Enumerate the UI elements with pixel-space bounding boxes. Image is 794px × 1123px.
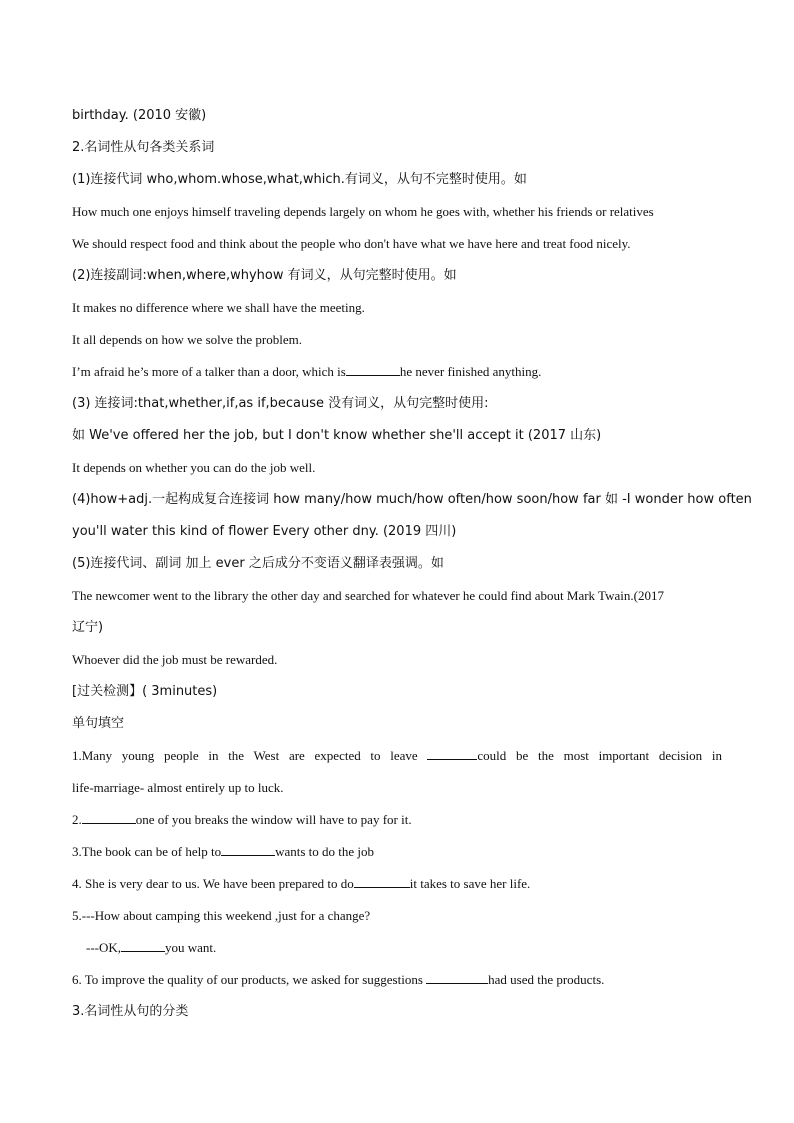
section-heading: 3.名词性从句的分类 <box>72 1004 189 1019</box>
question-text: 4. She is very dear to us. We have been prepared to do <box>72 876 354 891</box>
section-heading: [过关检测】( 3minutes) <box>72 684 218 699</box>
question-number: 2. <box>72 812 82 827</box>
answer-blank[interactable] <box>354 875 410 888</box>
example-sentence: It all depends on how we solve the problem. <box>72 332 302 347</box>
answer-blank[interactable] <box>121 939 165 952</box>
document-page <box>72 100 752 1028</box>
example-sentence: How much one enjoys himself traveling depends largely on whom he goes with, whether his friends or relatives <box>72 204 654 219</box>
text-line: birthday. (2010 安徽) <box>72 108 207 123</box>
question-text: ---OK, <box>86 940 122 955</box>
example-sentence: The newcomer went to the library the other day and searched for whatever he could find about Mark Twain.(2017 <box>72 588 664 603</box>
answer-blank[interactable] <box>221 843 275 856</box>
question-1 <box>72 740 722 772</box>
question-1-continued: life-marriage- almost entirely up to luck. <box>72 780 284 795</box>
answer-blank[interactable] <box>426 971 488 984</box>
example-sentence: It depends on whether you can do the job well. <box>72 460 316 475</box>
text-line: (5)连接代词、副词 加上 ever 之后成分不变语义翻译表强调。如 <box>72 556 444 571</box>
section-heading: 单句填空 <box>72 716 125 731</box>
example-sentence: We should respect food and think about the people who don't have what we have here and treat food nicely. <box>72 236 631 251</box>
question-text: 6. To improve the quality of our products, we asked for suggestions <box>72 972 423 987</box>
text-line: (3) 连接词:that,whether,if,as if,because 没有词义，从句完整时使用: <box>72 396 489 411</box>
text-line: (4)how+adj.一起构成复合连接词 how many/how much/how often/how soon/how far 如 -I wonder how often <box>72 492 752 507</box>
example-sentence <box>72 356 722 388</box>
question-4 <box>72 868 722 900</box>
example-sentence: Whoever did the job must be rewarded. <box>72 652 278 667</box>
question-3 <box>72 836 722 868</box>
question-text: it takes to save her life. <box>409 876 531 891</box>
answer-blank[interactable] <box>82 811 136 824</box>
question-text: had used the products. <box>488 972 605 987</box>
text-line: 辽宁) <box>72 620 104 635</box>
answer-blank[interactable] <box>346 363 400 376</box>
example-sentence: 如 We've offered her the job, but I don't know whether she'll accept it (2017 山东) <box>72 428 602 443</box>
question-5-reply <box>72 932 722 964</box>
question-text: one of you breaks the window will have to pay for it. <box>135 812 412 827</box>
question-text: could be the most important decision in <box>477 748 722 763</box>
question-text: you want. <box>165 940 217 955</box>
example-sentence: It makes no difference where we shall have the meeting. <box>72 300 365 315</box>
question-text: 3.The book can be of help to <box>72 844 222 859</box>
text-line: (1)连接代词 who,whom.whose,what,which.有词义，从句不完整时使用。如 <box>72 172 527 187</box>
example-sentence: you'll water this kind of flower Every other dny. (2019 四川) <box>72 524 457 539</box>
section-heading: 2.名词性从句各类关系词 <box>72 140 215 155</box>
sentence-part: I’m afraid he’s more of a talker than a door, which is <box>72 364 346 379</box>
answer-blank[interactable] <box>427 747 477 760</box>
sentence-part: he never finished anything. <box>399 364 542 379</box>
question-text: 1.Many young people in the West are expected to leave <box>72 748 418 763</box>
question-6 <box>72 964 722 996</box>
question-text: wants to do the job <box>275 844 375 859</box>
question-2 <box>72 804 722 836</box>
text-line: (2)连接副词:when,where,whyhow 有词义，从句完整时使用。如 <box>72 268 457 283</box>
question-5: 5.---How about camping this weekend ,just for a change? <box>72 908 371 923</box>
